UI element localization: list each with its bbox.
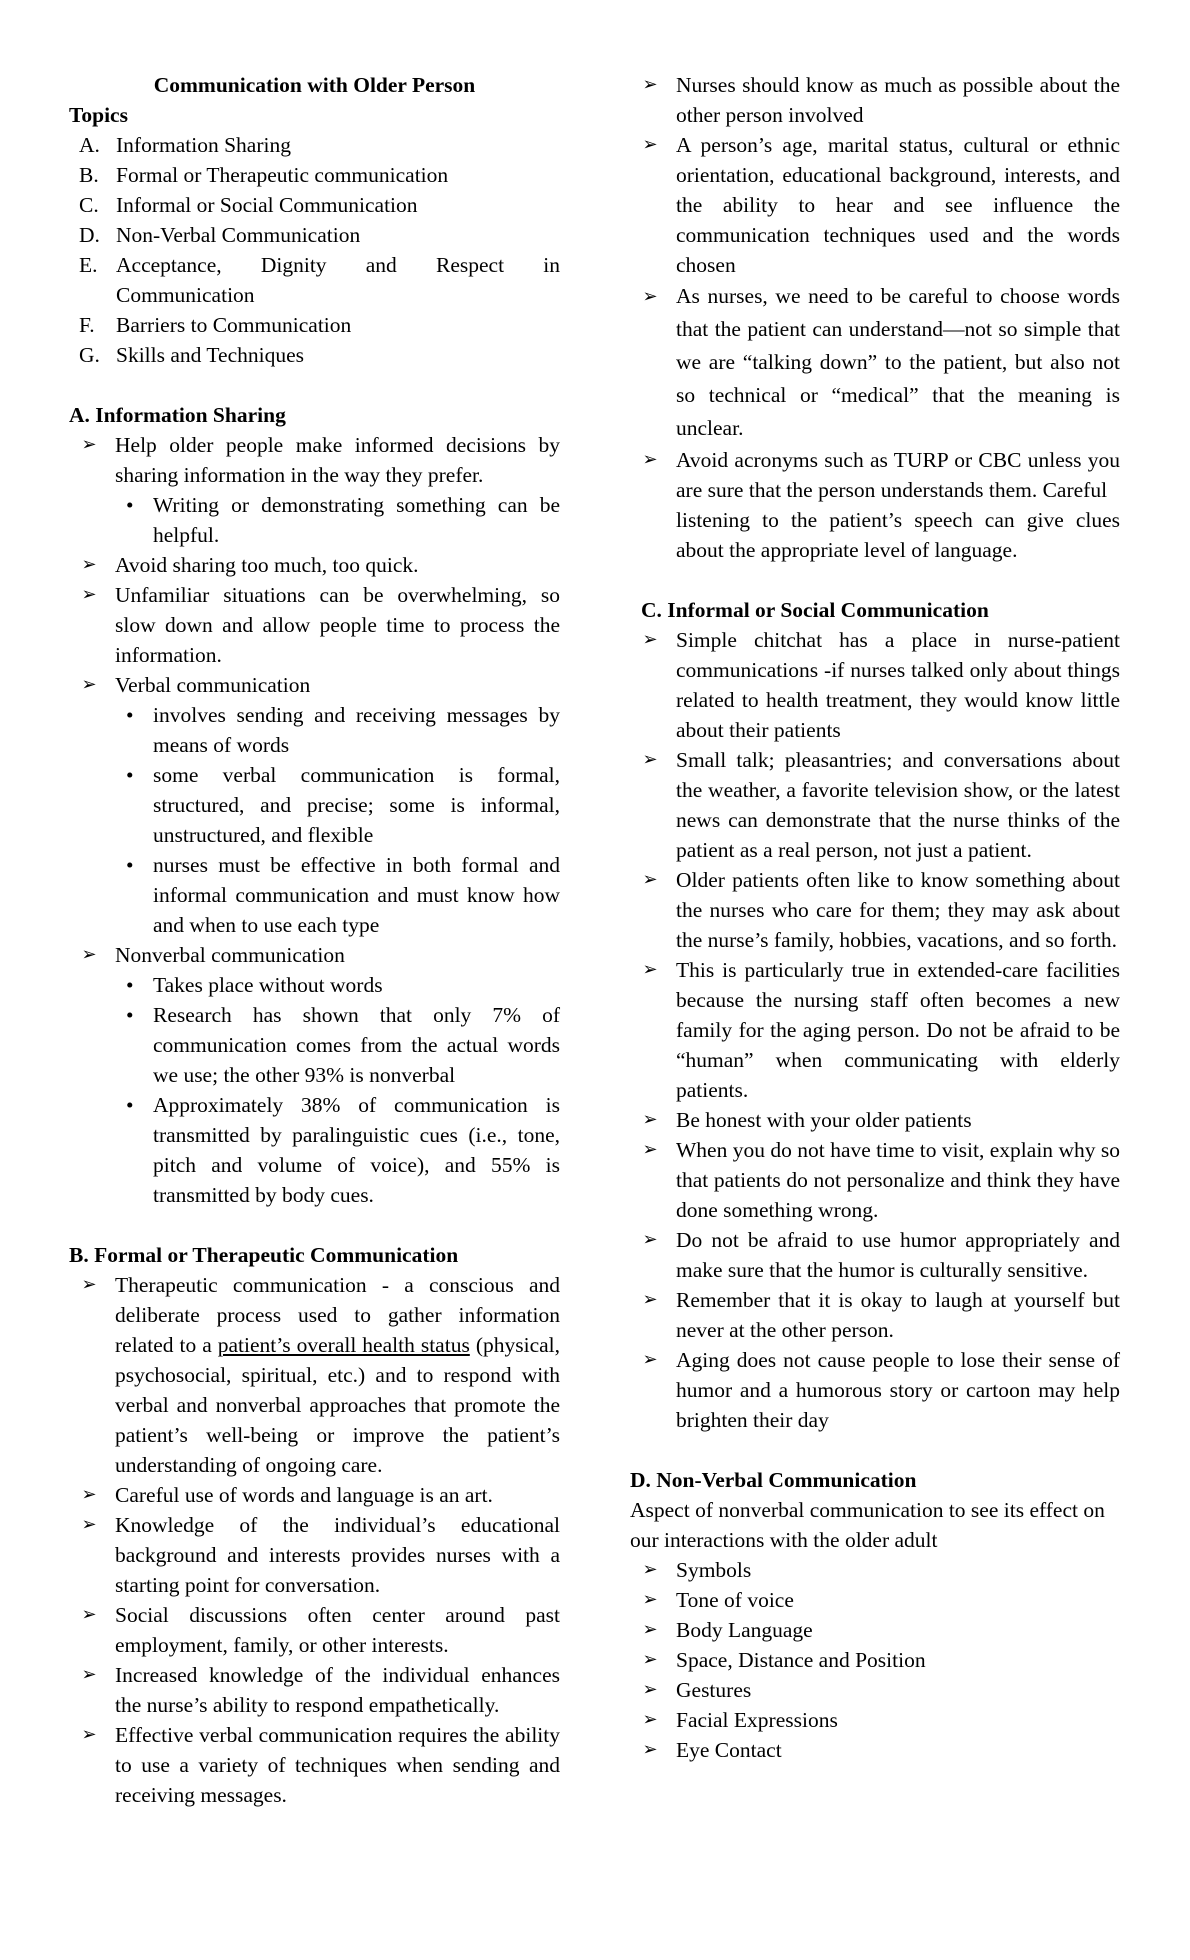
section-d-list bbox=[630, 1555, 1120, 1765]
list-item: ➢ Avoid acronyms such as TURP or CBC unless you are sure that the person understands them. Careful listening to the patient’s speech can give clues about the appropriate level of language. bbox=[630, 445, 1120, 565]
sub-list bbox=[115, 490, 560, 550]
sub-list-item: • Approximately 38% of communication is transmitted by paralinguistic cues (i.e., tone, pitch and volume of voice), and 55% is transmitted by body cues. bbox=[115, 1090, 560, 1210]
sub-list bbox=[115, 970, 560, 1210]
arrow-bullet-icon: ➢ bbox=[642, 1559, 658, 1580]
arrow-bullet-icon: ➢ bbox=[642, 1289, 658, 1310]
sub-list-item: • Writing or demonstrating something can be helpful. bbox=[115, 490, 560, 550]
section-b-continued-list bbox=[630, 70, 1120, 565]
topics-list bbox=[69, 130, 560, 370]
arrow-bullet-icon: ➢ bbox=[642, 1349, 658, 1370]
list-item: ➢ Body Language bbox=[630, 1615, 1120, 1645]
arrow-bullet-icon: ➢ bbox=[642, 1589, 658, 1610]
arrow-bullet-icon: ➢ bbox=[81, 1724, 97, 1745]
section-c-heading: C. Informal or Social Communication bbox=[641, 598, 989, 622]
bullet-dot-icon: • bbox=[126, 703, 134, 727]
list-item: ➢ Older patients often like to know something about the nurses who care for them; they may ask about the nurse’s family, hobbies, vacations, and so forth. bbox=[630, 865, 1120, 955]
sub-list-item: • involves sending and receiving messages by means of words bbox=[115, 700, 560, 760]
arrow-bullet-icon: ➢ bbox=[81, 434, 97, 455]
sub-list-item: • Research has shown that only 7% of communication comes from the actual words we use; the other 93% is nonverbal bbox=[115, 1000, 560, 1090]
section-b-list bbox=[69, 1270, 560, 1810]
arrow-bullet-icon: ➢ bbox=[81, 1484, 97, 1505]
list-item: ➢ Remember that it is okay to laugh at yourself but never at the other person. bbox=[630, 1285, 1120, 1345]
list-item: ➢ When you do not have time to visit, explain why so that patients do not personalize and think they have done something wrong. bbox=[630, 1135, 1120, 1225]
arrow-bullet-icon: ➢ bbox=[642, 74, 658, 95]
arrow-bullet-icon: ➢ bbox=[642, 449, 658, 470]
list-item: ➢ Do not be afraid to use humor appropriately and make sure that the humor is culturally sensitive. bbox=[630, 1225, 1120, 1285]
list-item: ➢ Be honest with your older patients bbox=[630, 1105, 1120, 1135]
page-title: Communication with Older Person bbox=[153, 73, 476, 97]
list-item: ➢ A person’s age, marital status, cultural or ethnic orientation, educational background, interests, and the ability to hear and see influence the communication techniques used and the words chosen bbox=[630, 130, 1120, 280]
arrow-bullet-icon: ➢ bbox=[642, 1619, 658, 1640]
arrow-bullet-icon: ➢ bbox=[642, 1139, 658, 1160]
bullet-dot-icon: • bbox=[126, 1093, 134, 1117]
topics-label: Topics bbox=[69, 103, 128, 127]
arrow-bullet-icon: ➢ bbox=[81, 584, 97, 605]
arrow-bullet-icon: ➢ bbox=[642, 629, 658, 650]
list-item: ➢ Effective verbal communication requires the ability to use a variety of techniques when sending and receiving messages. bbox=[69, 1720, 560, 1810]
list-item: ➢ Tone of voice bbox=[630, 1585, 1120, 1615]
section-a-list bbox=[69, 430, 560, 1210]
topic-item: E. Acceptance, Dignity and Respect in Communication bbox=[79, 253, 560, 307]
section-d-intro: Aspect of nonverbal communication to see its effect on our interactions with the older adult bbox=[630, 1498, 1105, 1552]
topic-item: B. Formal or Therapeutic communication bbox=[79, 163, 449, 187]
list-item: ➢ Space, Distance and Position bbox=[630, 1645, 1120, 1675]
arrow-bullet-icon: ➢ bbox=[81, 944, 97, 965]
arrow-bullet-icon: ➢ bbox=[81, 554, 97, 575]
list-item: ➢ Verbal communication • involves sending and receiving messages by means of words • some verbal communication is formal, structured, and precise; some is informal, unstructured, and flexible • nurses must be effective in both formal and informal communication and must know how and when to use each type bbox=[69, 670, 560, 940]
bullet-dot-icon: • bbox=[126, 763, 134, 787]
list-item: ➢ Facial Expressions bbox=[630, 1705, 1120, 1735]
arrow-bullet-icon: ➢ bbox=[642, 1739, 658, 1760]
list-item: ➢ Aging does not cause people to lose their sense of humor and a humorous story or cartoon may help brighten their day bbox=[630, 1345, 1120, 1435]
sub-list-item: • Takes place without words bbox=[115, 970, 560, 1000]
list-item: ➢ Increased knowledge of the individual enhances the nurse’s ability to respond empathetically. bbox=[69, 1660, 560, 1720]
arrow-bullet-icon: ➢ bbox=[81, 674, 97, 695]
topic-item: F. Barriers to Communication bbox=[79, 313, 352, 337]
list-item: ➢ Nonverbal communication • Takes place without words • Research has shown that only 7% of communication comes from the actual words we use; the other 93% is nonverbal • Approximately 38% of communication is transmitted by paralinguistic cues (i.e., tone, pitch and volume of voice), and 55% is transmitted by body cues. bbox=[69, 940, 560, 1210]
arrow-bullet-icon: ➢ bbox=[642, 1229, 658, 1250]
arrow-bullet-icon: ➢ bbox=[81, 1514, 97, 1535]
arrow-bullet-icon: ➢ bbox=[642, 749, 658, 770]
list-item: ➢ Nurses should know as much as possible about the other person involved bbox=[630, 70, 1120, 130]
right-column bbox=[630, 70, 1120, 1765]
topic-item: G. Skills and Techniques bbox=[79, 343, 304, 367]
bullet-dot-icon: • bbox=[126, 973, 134, 997]
list-item: ➢ Social discussions often center around past employment, family, or other interests. bbox=[69, 1600, 560, 1660]
list-item: ➢ Gestures bbox=[630, 1675, 1120, 1705]
section-c-list bbox=[630, 625, 1120, 1435]
list-item: ➢ Symbols bbox=[630, 1555, 1120, 1585]
arrow-bullet-icon: ➢ bbox=[81, 1664, 97, 1685]
arrow-bullet-icon: ➢ bbox=[81, 1274, 97, 1295]
arrow-bullet-icon: ➢ bbox=[81, 1604, 97, 1625]
section-d-heading: D. Non-Verbal Communication bbox=[630, 1468, 917, 1492]
sub-list-item: • nurses must be effective in both formal and informal communication and must know how and when to use each type bbox=[115, 850, 560, 940]
list-item: ➢ Unfamiliar situations can be overwhelming, so slow down and allow people time to process the information. bbox=[69, 580, 560, 670]
list-item: ➢ Eye Contact bbox=[630, 1735, 1120, 1765]
left-column bbox=[69, 70, 560, 1810]
sub-list-item: • some verbal communication is formal, structured, and precise; some is informal, unstructured, and flexible bbox=[115, 760, 560, 850]
topic-item: A. Information Sharing bbox=[79, 133, 291, 157]
bullet-dot-icon: • bbox=[126, 1003, 134, 1027]
arrow-bullet-icon: ➢ bbox=[642, 1109, 658, 1130]
section-a-heading: A. Information Sharing bbox=[69, 403, 286, 427]
arrow-bullet-icon: ➢ bbox=[642, 1679, 658, 1700]
bullet-dot-icon: • bbox=[126, 853, 134, 877]
underlined-term: patient’s overall health status bbox=[217, 1333, 470, 1357]
sub-list bbox=[115, 700, 560, 940]
topic-item: D. Non-Verbal Communication bbox=[79, 223, 361, 247]
arrow-bullet-icon: ➢ bbox=[642, 1709, 658, 1730]
arrow-bullet-icon: ➢ bbox=[642, 286, 658, 307]
list-item: ➢ Simple chitchat has a place in nurse-patient communications -if nurses talked only about things related to health treatment, they would know little about their patients bbox=[630, 625, 1120, 745]
topic-item: C. Informal or Social Communication bbox=[79, 193, 418, 217]
arrow-bullet-icon: ➢ bbox=[642, 959, 658, 980]
bullet-dot-icon: • bbox=[126, 493, 134, 517]
list-item: ➢ As nurses, we need to be careful to choose words that the patient can understand—not so simple that we are “talking down” to the patient, but also not so technical or “medical” that the meaning is unclear. bbox=[630, 280, 1120, 445]
list-item: ➢ Knowledge of the individual’s educational background and interests provides nurses with a starting point for conversation. bbox=[69, 1510, 560, 1600]
list-item: ➢ Help older people make informed decisions by sharing information in the way they prefer. • Writing or demonstrating something can be helpful. bbox=[69, 430, 560, 550]
arrow-bullet-icon: ➢ bbox=[642, 134, 658, 155]
list-item: ➢ Therapeutic communication - a conscious and deliberate process used to gather information related to a patient’s overall health status (physical, psychosocial, spiritual, etc.) and to respond with verbal and nonverbal approaches that promote the patient’s well-being or improve the patient’s understanding of ongoing care. bbox=[69, 1270, 560, 1480]
arrow-bullet-icon: ➢ bbox=[642, 1649, 658, 1670]
list-item: ➢ This is particularly true in extended-care facilities because the nursing staff often becomes a new family for the aging person. Do not be afraid to be “human” when communicating with elderly patients. bbox=[630, 955, 1120, 1105]
list-item: ➢ Small talk; pleasantries; and conversations about the weather, a favorite television show, or the latest news can demonstrate that the nurse thinks of the patient as a real person, not just a patient. bbox=[630, 745, 1120, 865]
section-b-heading: B. Formal or Therapeutic Communication bbox=[69, 1243, 459, 1267]
arrow-bullet-icon: ➢ bbox=[642, 869, 658, 890]
list-item: ➢ Careful use of words and language is an art. bbox=[69, 1480, 560, 1510]
list-item: ➢ Avoid sharing too much, too quick. bbox=[69, 550, 560, 580]
